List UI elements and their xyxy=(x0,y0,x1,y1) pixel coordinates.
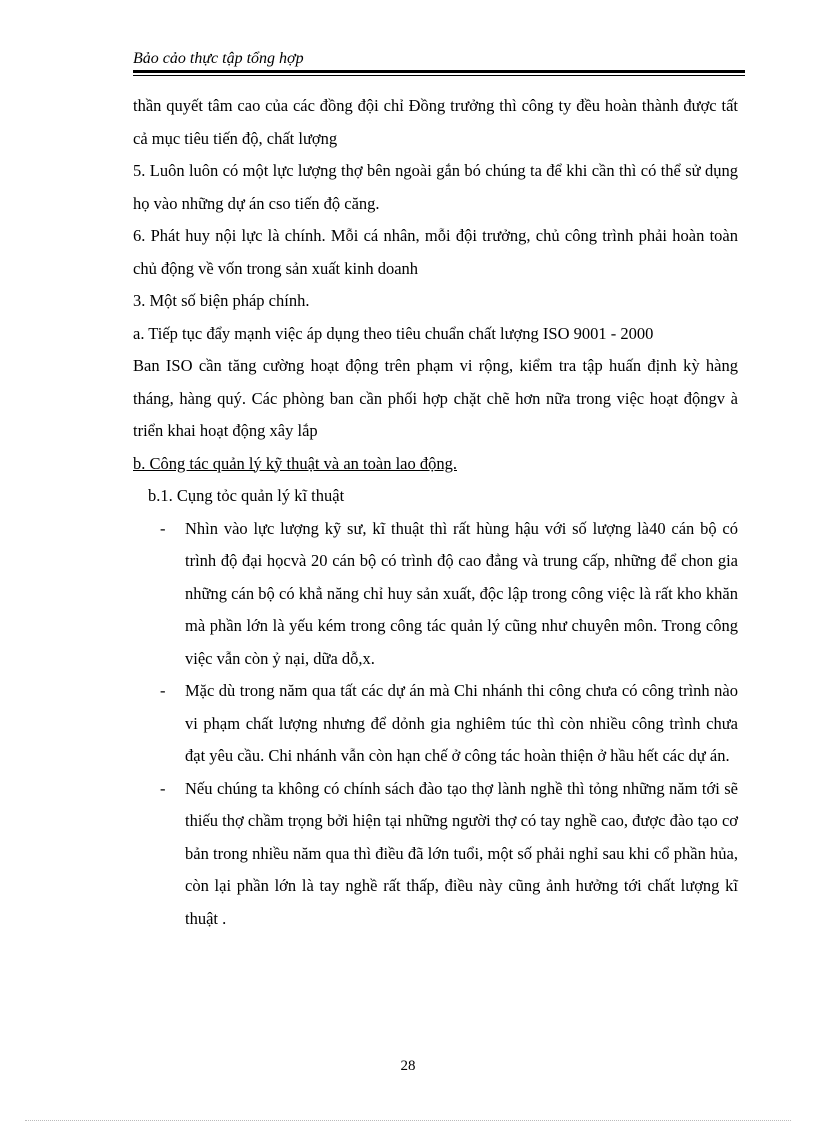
bullet-marker: - xyxy=(160,778,166,798)
paragraph-item-5: 5. Luôn luôn có một lực lượng thợ bên ngoài gắn bó chúng ta để khi cần thì có thể sử dụng họ vào những dự án cso tiến độ căng. xyxy=(133,161,738,213)
header-rule-thick xyxy=(133,70,745,73)
bullet-marker: - xyxy=(160,681,166,700)
subsection-heading-a: a. Tiếp tục đẩy mạnh việc áp dụng theo tiêu chuẩn chất lượng ISO 9001 - 2000 xyxy=(133,323,654,343)
paragraph-item-6: 6. Phát huy nội lực là chính. Mỗi cá nhân, mỗi đội trưởng, chủ công trình phải hoàn toàn chủ động về vốn trong sản xuất kinh doanh xyxy=(133,226,738,278)
list-item xyxy=(133,773,738,936)
list-item-text: Mặc dù trong năm qua tất các dự án mà Chi nhánh thi công chưa có công trình nào vi phạm chất lượng nhưng để dỏnh gia nghiêm túc thì còn nhiều công trình chưa đạt yêu cầu. Chi nhánh vẫn còn hạn chế ở công tác hoàn thiện ở hầu hết các dự án. xyxy=(185,681,738,765)
subsection-heading-b xyxy=(133,448,738,481)
page-number: 28 xyxy=(400,1058,416,1074)
subsection-heading-b-text: b. Công tác quản lý kỹ thuật và an toàn lao động. xyxy=(133,453,457,473)
list-item xyxy=(133,675,738,773)
document-body xyxy=(133,90,738,935)
page-bottom-divider xyxy=(25,1120,791,1121)
list-item xyxy=(133,513,738,676)
header-rule-thin xyxy=(133,75,745,76)
subsection-heading-b1: b.1. Cụng tỏc quản lý kĩ thuật xyxy=(148,486,345,505)
paragraph-iso: Ban ISO cần tăng cường hoạt động trên phạm vi rộng, kiểm tra tập huấn định kỳ hàng tháng, hàng quý. Các phòng ban cần phối hợp chặt chẽ hơn nữa trong việc hoạt độngv à triển khai hoạt động xây lắp xyxy=(133,356,738,440)
page-header xyxy=(133,49,745,69)
bullet-marker: - xyxy=(160,518,166,538)
header-title: Bảo cảo thực tập tổng hợp xyxy=(133,50,304,67)
list-item-text: Nếu chúng ta không có chính sách đào tạo thợ lành nghề thì tỏng những năm tới sẽ thiếu thợ chầm trọng bởi hiện tại những người thợ có tay nghề cao, được đào tạo cơ bản trong nhiều năm qua thì điều đã lớn tuổi, một số phải nghỉ sau khi cổ phần hủa, còn lại phần lớn là tay nghề rất thấp, điều này cũng ảnh hưởng tới chất lượng kĩ thuật . xyxy=(185,778,738,928)
list-item-text: Nhìn vào lực lượng kỹ sư, kĩ thuật thì rất hùng hậu với số lượng là40 cán bộ có trình độ đại họcvà 20 cán bộ có trình độ cao đẳng và trung cấp, những để chon gia những cán bộ có khẳ năng chỉ huy sản xuất, độc lập trong công việc là rất kho khăn mà phần lớn là yếu kém trong công tác quản lý cũng như chuyên môn. Trong công việc vẫn còn ỷ nại, dữa dỗ,x. xyxy=(185,518,738,668)
paragraph-continuation: thần quyết tâm cao của các đồng đội chỉ Đồng trưởng thì công ty đều hoàn thành được tất cả mục tiêu tiến độ, chất lượng xyxy=(133,96,738,148)
section-heading-3: 3. Một số biện pháp chính. xyxy=(133,291,310,310)
